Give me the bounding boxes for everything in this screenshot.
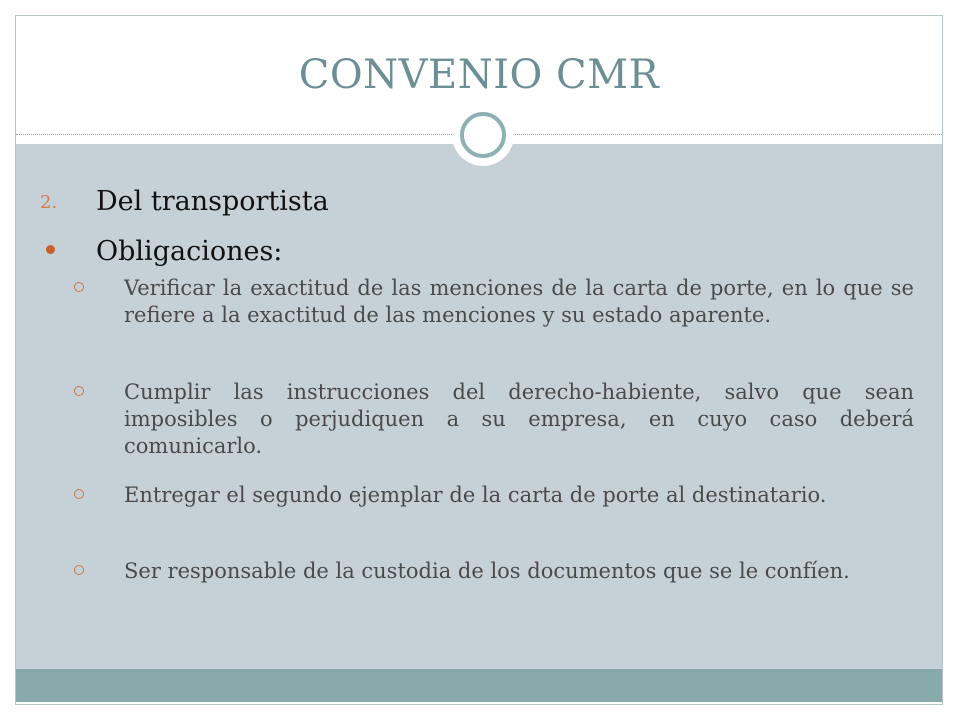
obligation-text: Ser responsable de la custodia de los documentos que se le confíen. xyxy=(124,559,850,583)
obligations-label: Obligaciones: xyxy=(96,236,283,267)
slide xyxy=(15,15,943,705)
section-heading xyxy=(40,186,329,219)
circle-emblem-icon xyxy=(452,104,514,166)
hollow-circle-icon xyxy=(74,565,84,575)
obligation-item xyxy=(72,379,914,460)
hollow-circle-icon xyxy=(74,386,84,396)
obligation-item xyxy=(72,482,914,509)
section-number: 2. xyxy=(40,192,58,213)
slide-title: CONVENIO CMR xyxy=(298,52,660,98)
obligation-text: Entregar el segundo ejemplar de la carta de porte al destinatario. xyxy=(124,483,827,507)
hollow-circle-icon xyxy=(74,282,84,292)
obligation-item xyxy=(72,558,914,585)
emblem-ring xyxy=(460,112,506,158)
filled-dot-icon xyxy=(46,245,55,254)
hollow-circle-icon xyxy=(74,489,84,499)
obligation-text: Verificar la exactitud de las menciones de la carta de porte, en lo que se refiere a la exactitud de las menciones y su estado aparente. xyxy=(124,276,914,327)
footer-band xyxy=(16,669,942,702)
obligation-text: Cumplir las instrucciones del derecho-habiente, salvo que sean imposibles o perjudiquen a su empresa, en cuyo caso deberá comunicarlo. xyxy=(124,380,914,458)
obligation-item xyxy=(72,275,914,329)
section-heading-text: Del transportista xyxy=(96,186,329,217)
obligations-heading xyxy=(40,236,282,268)
